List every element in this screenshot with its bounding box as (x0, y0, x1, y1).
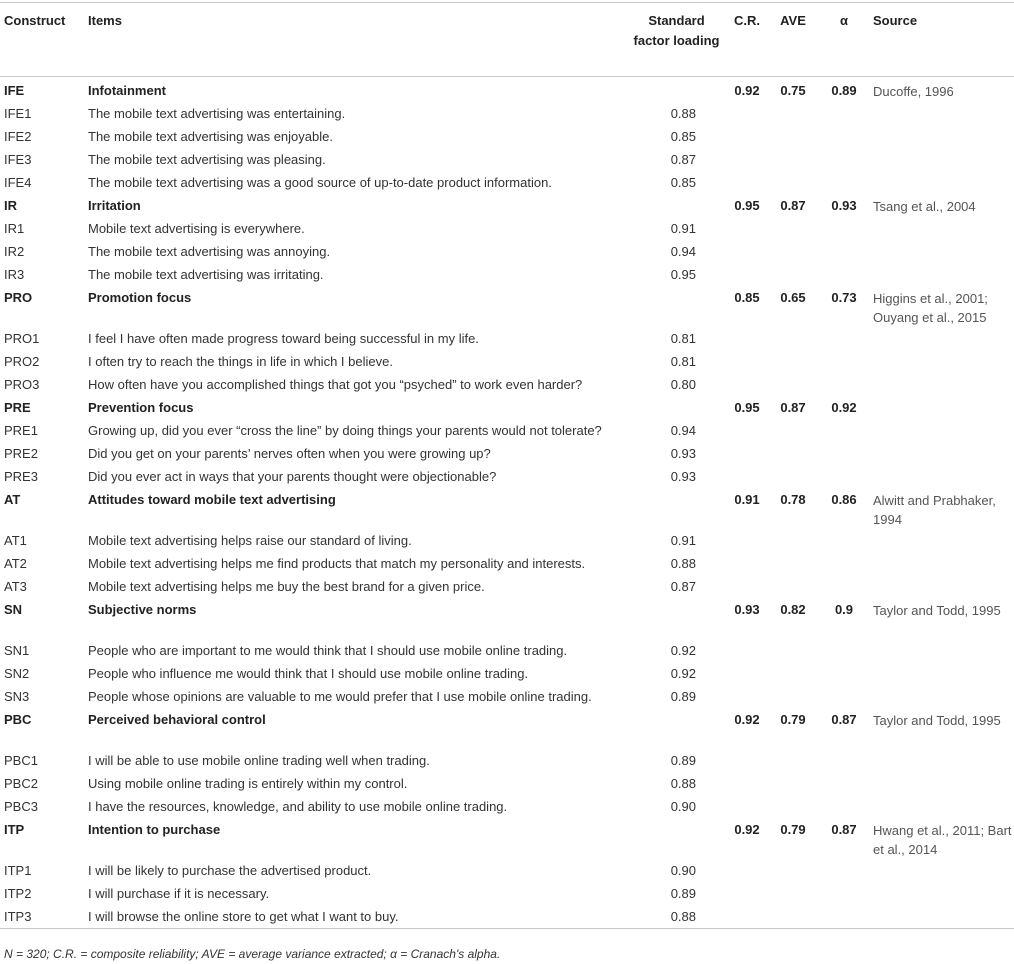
item-loading: 0.85 (670, 174, 696, 190)
construct-alpha: 0.73 (831, 289, 857, 305)
item-source-empty (873, 351, 1014, 374)
item-ave-empty (771, 149, 815, 172)
item-alpha-empty (815, 351, 873, 374)
item-alpha-empty (815, 172, 873, 195)
construct-code: PRO (4, 289, 33, 305)
item-cr-empty (723, 351, 771, 374)
item-alpha-empty (815, 443, 873, 466)
item-ave-empty (771, 553, 815, 576)
item-ave-empty (771, 374, 815, 397)
construct-alpha: 0.87 (831, 821, 857, 837)
item-cr-empty (723, 796, 771, 819)
construct-source: Taylor and Todd, 1995 (873, 712, 1001, 728)
item-alpha-empty (815, 264, 873, 287)
item-row (0, 466, 1014, 489)
item-code: IR3 (4, 266, 25, 282)
item-code: AT3 (4, 578, 27, 594)
table-header (0, 3, 1014, 77)
item-text: I will be likely to purchase the advertised product. (88, 862, 372, 878)
item-cr-empty (723, 103, 771, 126)
construct-alpha: 0.93 (831, 197, 857, 213)
item-cr-empty (723, 172, 771, 195)
item-alpha-empty (815, 860, 873, 883)
item-text: Mobile text advertising helps raise our standard of living. (88, 532, 412, 548)
item-cr-empty (723, 750, 771, 773)
item-text: I often try to reach the things in life in which I believe. (88, 353, 393, 369)
construct-alpha: 0.87 (831, 711, 857, 727)
construct-source: Ducoffe, 1996 (873, 84, 954, 99)
header-items: Items (88, 13, 122, 28)
item-source-empty (873, 640, 1014, 663)
construct-cr: 0.92 (734, 711, 760, 727)
item-row (0, 796, 1014, 819)
construct-name: Perceived behavioral control (88, 711, 266, 727)
item-text: How often have you accomplished things that got you “psyched” to work even harder? (88, 376, 583, 392)
item-ave-empty (771, 663, 815, 686)
item-code: PBC2 (4, 775, 38, 791)
item-code: PRE2 (4, 445, 38, 461)
item-loading: 0.85 (670, 128, 696, 144)
construct-loading-empty (630, 287, 723, 328)
header-construct: Construct (4, 13, 66, 28)
measurement-table (0, 2, 1014, 929)
item-source-empty (873, 663, 1014, 686)
item-source-empty (873, 530, 1014, 553)
item-ave-empty (771, 351, 815, 374)
item-loading: 0.81 (670, 353, 696, 369)
item-cr-empty (723, 906, 771, 929)
item-source-empty (873, 906, 1014, 929)
item-loading: 0.94 (670, 243, 696, 259)
item-source-empty (873, 420, 1014, 443)
item-source-empty (873, 103, 1014, 126)
item-text: Did you get on your parents’ nerves often when you were growing up? (88, 445, 491, 461)
construct-row (0, 287, 1014, 328)
item-text: Growing up, did you ever “cross the line” by doing things your parents would not tolerate? (88, 422, 602, 438)
construct-loading-empty (630, 77, 723, 103)
item-loading: 0.89 (670, 688, 696, 704)
item-row (0, 883, 1014, 906)
construct-loading-empty (630, 599, 723, 640)
item-text: I will browse the online store to get what I want to buy. (88, 908, 399, 924)
item-ave-empty (771, 328, 815, 351)
construct-alpha: 0.86 (831, 491, 857, 507)
item-row (0, 351, 1014, 374)
construct-cr: 0.91 (734, 491, 760, 507)
item-loading: 0.91 (670, 220, 696, 236)
construct-source: Taylor and Todd, 1995 (873, 602, 1001, 618)
item-loading: 0.93 (670, 468, 696, 484)
item-cr-empty (723, 443, 771, 466)
item-alpha-empty (815, 374, 873, 397)
construct-code: IR (4, 197, 17, 213)
item-text: Mobile text advertising helps me buy the best brand for a given price. (88, 578, 485, 594)
item-text: The mobile text advertising was a good source of up-to-date product information. (88, 174, 552, 190)
item-source-empty (873, 374, 1014, 397)
item-loading: 0.87 (670, 151, 696, 167)
item-code: PBC1 (4, 752, 38, 768)
construct-source: Higgins et al., 2001; Ouyang et al., 2015 (873, 290, 988, 325)
item-ave-empty (771, 443, 815, 466)
item-ave-empty (771, 640, 815, 663)
construct-alpha: 0.89 (831, 83, 857, 98)
construct-source: Alwitt and Prabhaker, 1994 (873, 492, 996, 527)
construct-ave: 0.78 (780, 491, 806, 507)
item-cr-empty (723, 328, 771, 351)
construct-alpha: 0.9 (834, 601, 854, 617)
item-row (0, 218, 1014, 241)
item-source-empty (873, 241, 1014, 264)
item-cr-empty (723, 640, 771, 663)
item-code: IFE3 (4, 151, 32, 167)
item-alpha-empty (815, 420, 873, 443)
item-cr-empty (723, 553, 771, 576)
item-row (0, 906, 1014, 929)
item-row (0, 860, 1014, 883)
item-text: I will purchase if it is necessary. (88, 885, 270, 901)
construct-row (0, 819, 1014, 860)
item-row (0, 530, 1014, 553)
item-ave-empty (771, 906, 815, 929)
construct-ave: 0.79 (780, 711, 806, 727)
construct-loading-empty (630, 709, 723, 750)
item-source-empty (873, 576, 1014, 599)
construct-cr: 0.95 (734, 197, 760, 213)
construct-row (0, 709, 1014, 750)
item-loading: 0.92 (670, 642, 696, 658)
header-source: Source (873, 13, 918, 28)
item-row (0, 420, 1014, 443)
construct-name: Prevention focus (88, 399, 194, 415)
construct-ave: 0.79 (780, 821, 806, 837)
item-alpha-empty (815, 126, 873, 149)
item-alpha-empty (815, 750, 873, 773)
item-loading: 0.88 (670, 908, 696, 924)
item-code: PRE1 (4, 422, 38, 438)
item-ave-empty (771, 420, 815, 443)
item-source-empty (873, 466, 1014, 489)
item-alpha-empty (815, 663, 873, 686)
item-alpha-empty (815, 906, 873, 929)
item-code: AT2 (4, 555, 27, 571)
header-ave: AVE (780, 13, 806, 28)
construct-cr: 0.92 (734, 83, 760, 98)
header-loading: Standard factor loading (633, 13, 720, 48)
construct-ave: 0.87 (780, 399, 806, 415)
construct-source: Hwang et al., 2011; Bart et al., 2014 (873, 822, 1012, 857)
construct-loading-empty (630, 489, 723, 530)
construct-code: AT (4, 491, 21, 507)
item-ave-empty (771, 264, 815, 287)
item-row (0, 663, 1014, 686)
construct-source: Tsang et al., 2004 (873, 198, 976, 214)
item-row (0, 576, 1014, 599)
item-source-empty (873, 773, 1014, 796)
construct-code: ITP (4, 821, 25, 837)
item-loading: 0.92 (670, 665, 696, 681)
item-source-empty (873, 328, 1014, 351)
construct-cr: 0.92 (734, 821, 760, 837)
item-row (0, 773, 1014, 796)
item-text: Mobile text advertising helps me find products that match my personality and interests. (88, 555, 586, 571)
item-row (0, 686, 1014, 709)
item-source-empty (873, 796, 1014, 819)
construct-row (0, 397, 1014, 420)
item-alpha-empty (815, 241, 873, 264)
item-loading: 0.90 (670, 862, 696, 878)
item-text: People who are important to me would think that I should use mobile online trading. (88, 642, 568, 658)
item-row (0, 103, 1014, 126)
item-source-empty (873, 264, 1014, 287)
construct-cr: 0.93 (734, 601, 760, 617)
item-alpha-empty (815, 218, 873, 241)
item-text: Did you ever act in ways that your parents thought were objectionable? (88, 468, 497, 484)
item-row (0, 241, 1014, 264)
item-ave-empty (771, 218, 815, 241)
item-row (0, 443, 1014, 466)
item-source-empty (873, 686, 1014, 709)
item-cr-empty (723, 686, 771, 709)
item-code: ITP1 (4, 862, 32, 878)
item-code: PRO2 (4, 353, 40, 369)
item-code: IFE1 (4, 105, 32, 121)
item-code: PRO1 (4, 330, 40, 346)
item-text: Mobile text advertising is everywhere. (88, 220, 305, 236)
item-row (0, 553, 1014, 576)
item-text: The mobile text advertising was entertaining. (88, 105, 346, 121)
item-alpha-empty (815, 103, 873, 126)
item-loading: 0.89 (670, 752, 696, 768)
item-cr-empty (723, 576, 771, 599)
construct-cr: 0.95 (734, 399, 760, 415)
table-footnote: N = 320; C.R. = composite reliability; AVE = average variance extracted; α = Cranach's alpha. (4, 947, 501, 961)
item-cr-empty (723, 264, 771, 287)
construct-alpha: 0.92 (831, 399, 857, 415)
item-ave-empty (771, 686, 815, 709)
construct-row (0, 599, 1014, 640)
item-loading: 0.80 (670, 376, 696, 392)
item-code: SN3 (4, 688, 30, 704)
header-alpha: α (840, 13, 848, 28)
item-alpha-empty (815, 466, 873, 489)
item-code: IFE2 (4, 128, 32, 144)
item-alpha-empty (815, 773, 873, 796)
construct-ave: 0.65 (780, 289, 806, 305)
item-text: The mobile text advertising was irritating. (88, 266, 324, 282)
construct-row (0, 195, 1014, 218)
item-source-empty (873, 443, 1014, 466)
construct-loading-empty (630, 397, 723, 420)
item-ave-empty (771, 860, 815, 883)
construct-name: Attitudes toward mobile text advertising (88, 491, 336, 507)
item-ave-empty (771, 576, 815, 599)
item-ave-empty (771, 773, 815, 796)
item-code: ITP3 (4, 908, 32, 924)
item-ave-empty (771, 126, 815, 149)
item-code: ITP2 (4, 885, 32, 901)
item-loading: 0.88 (670, 105, 696, 121)
item-text: Using mobile online trading is entirely within my control. (88, 775, 408, 791)
construct-source (873, 397, 1014, 420)
item-loading: 0.95 (670, 266, 696, 282)
construct-name: Subjective norms (88, 601, 197, 617)
item-cr-empty (723, 466, 771, 489)
item-alpha-empty (815, 576, 873, 599)
item-loading: 0.94 (670, 422, 696, 438)
item-ave-empty (771, 796, 815, 819)
item-row (0, 172, 1014, 195)
item-text: I have the resources, knowledge, and ability to use mobile online trading. (88, 798, 508, 814)
construct-code: IFE (4, 83, 25, 98)
item-cr-empty (723, 420, 771, 443)
item-code: PBC3 (4, 798, 38, 814)
construct-row (0, 489, 1014, 530)
item-alpha-empty (815, 553, 873, 576)
item-cr-empty (723, 241, 771, 264)
item-loading: 0.88 (670, 775, 696, 791)
item-loading: 0.90 (670, 798, 696, 814)
item-code: SN1 (4, 642, 30, 658)
item-alpha-empty (815, 686, 873, 709)
item-cr-empty (723, 126, 771, 149)
header-cr: C.R. (734, 13, 760, 28)
item-cr-empty (723, 773, 771, 796)
item-alpha-empty (815, 640, 873, 663)
item-cr-empty (723, 149, 771, 172)
item-ave-empty (771, 530, 815, 553)
item-ave-empty (771, 172, 815, 195)
item-loading: 0.81 (670, 330, 696, 346)
item-ave-empty (771, 241, 815, 264)
construct-code: PBC (4, 711, 32, 727)
item-row (0, 328, 1014, 351)
item-source-empty (873, 126, 1014, 149)
item-code: PRO3 (4, 376, 40, 392)
construct-ave: 0.87 (780, 197, 806, 213)
item-code: IR2 (4, 243, 25, 259)
item-row (0, 374, 1014, 397)
item-loading: 0.87 (670, 578, 696, 594)
item-source-empty (873, 149, 1014, 172)
item-text: The mobile text advertising was enjoyable. (88, 128, 333, 144)
item-row (0, 126, 1014, 149)
item-cr-empty (723, 218, 771, 241)
construct-ave: 0.82 (780, 601, 806, 617)
construct-code: SN (4, 601, 23, 617)
item-source-empty (873, 172, 1014, 195)
table-body (0, 77, 1014, 929)
item-loading: 0.88 (670, 555, 696, 571)
item-cr-empty (723, 663, 771, 686)
item-source-empty (873, 883, 1014, 906)
item-source-empty (873, 218, 1014, 241)
item-alpha-empty (815, 796, 873, 819)
item-ave-empty (771, 883, 815, 906)
construct-cr: 0.85 (734, 289, 760, 305)
item-cr-empty (723, 860, 771, 883)
item-text: I will be able to use mobile online trading well when trading. (88, 752, 430, 768)
construct-name: Infotainment (88, 83, 166, 98)
item-loading: 0.91 (670, 532, 696, 548)
item-ave-empty (771, 103, 815, 126)
item-source-empty (873, 750, 1014, 773)
item-code: IR1 (4, 220, 25, 236)
item-code: SN2 (4, 665, 30, 681)
item-ave-empty (771, 750, 815, 773)
item-code: IFE4 (4, 174, 32, 190)
item-code: PRE3 (4, 468, 38, 484)
construct-name: Promotion focus (88, 289, 192, 305)
construct-loading-empty (630, 195, 723, 218)
item-source-empty (873, 553, 1014, 576)
item-cr-empty (723, 883, 771, 906)
item-code: AT1 (4, 532, 27, 548)
item-row (0, 149, 1014, 172)
construct-loading-empty (630, 819, 723, 860)
item-alpha-empty (815, 149, 873, 172)
item-text: I feel I have often made progress toward being successful in my life. (88, 330, 479, 346)
item-row (0, 750, 1014, 773)
item-text: The mobile text advertising was annoying. (88, 243, 331, 259)
item-cr-empty (723, 374, 771, 397)
construct-row (0, 77, 1014, 103)
construct-name: Intention to purchase (88, 821, 221, 837)
construct-ave: 0.75 (780, 83, 806, 98)
item-alpha-empty (815, 530, 873, 553)
construct-name: Irritation (88, 197, 141, 213)
item-row (0, 640, 1014, 663)
item-text: People whose opinions are valuable to me would prefer that I use mobile online trading. (88, 688, 592, 704)
item-alpha-empty (815, 328, 873, 351)
item-cr-empty (723, 530, 771, 553)
item-source-empty (873, 860, 1014, 883)
item-row (0, 264, 1014, 287)
item-loading: 0.89 (670, 885, 696, 901)
construct-code: PRE (4, 399, 31, 415)
item-alpha-empty (815, 883, 873, 906)
item-ave-empty (771, 466, 815, 489)
item-text: The mobile text advertising was pleasing. (88, 151, 326, 167)
item-loading: 0.93 (670, 445, 696, 461)
item-text: People who influence me would think that I should use mobile online trading. (88, 665, 529, 681)
